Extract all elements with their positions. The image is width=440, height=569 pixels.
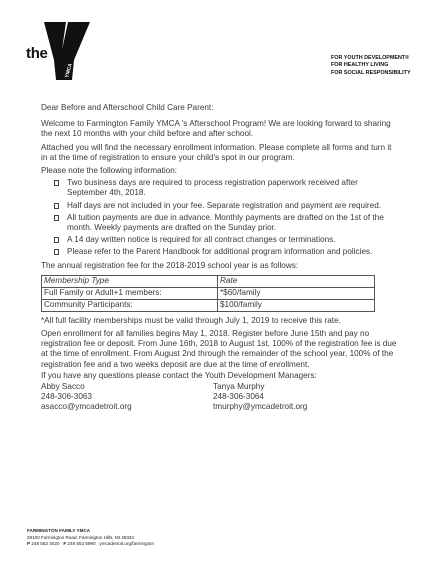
checkbox-bullet-icon — [54, 249, 59, 255]
note-heading: Please note the following information: — [41, 166, 178, 176]
table-cell: Community Participants: — [42, 299, 218, 311]
fax-label: F — [63, 541, 67, 547]
tagline — [331, 55, 411, 77]
table-cell: Full Family or Adult+1 members: — [42, 287, 218, 299]
contacts — [41, 382, 397, 413]
footer-website: ymcadetroit.org/farmington — [99, 541, 154, 547]
footer-contact-line — [27, 541, 154, 548]
enrollment-paragraph: Open enrollment for all families begins May 1, 2018. Register before June 15th and pay no registration fee or deposit. From June 16th, 2018 to August 1st, 100% of the registration fee is due at the time of enrollment. From August 2nd through the remainder of the school year, 100% of the registration fee and a two weeks deposit are due at the time of enrollment. — [41, 329, 397, 369]
table-cell: *$60/family — [218, 287, 375, 299]
list-item-text: All tuition payments are due in advance. Monthly payments are drafted on the 1st of the month. Weekly payments are drafted on the Sunday prior. — [67, 212, 384, 233]
intro-paragraph: Welcome to Farmington Family YMCA 's Afterschool Program! We are looking forward to sharing the next 10 months with your child before and after school. — [41, 119, 391, 139]
letter-body — [41, 103, 397, 413]
checkbox-bullet-icon — [54, 203, 59, 209]
list-item-text: Please refer to the Parent Handbook for additional program information and policies. — [67, 247, 373, 257]
footer-org: FARMINGTON FAMILY YMCA — [27, 528, 91, 533]
phone-label: P — [27, 541, 31, 547]
checkbox-bullet-icon — [54, 215, 59, 221]
table-row — [42, 287, 375, 299]
letterhead — [0, 0, 440, 95]
contact-email: asacco@ymcadetroit.org — [41, 402, 132, 412]
contact-email: tmurphy@ymcadetroit.org — [213, 402, 308, 412]
list-item-text: Two business days are required to process registration paperwork received after September 4th, 2018. — [67, 178, 358, 198]
footer-phone: 248 553 4020 — [31, 541, 60, 547]
list-item — [41, 178, 397, 198]
questions-paragraph: If you have any questions please contact the Youth Development Managers: — [41, 370, 317, 380]
list-item-text: A 14 day written notice is required for all contract changes or terminations. — [67, 235, 336, 245]
list-item — [41, 201, 397, 211]
contact-phone: 248-306-3064 — [213, 392, 264, 402]
contact-phone: 248-306-3063 — [41, 392, 92, 402]
fee-intro: The annual registration fee for the 2018-2019 school year is as follows: — [41, 260, 299, 270]
column-header: Rate — [218, 275, 375, 287]
table-row — [42, 299, 375, 311]
info-list — [41, 178, 397, 257]
attached-paragraph: Attached you will find the necessary enrollment information. Please complete all forms and turn it in at the time of registration to ensure your child's spot in our program. — [41, 142, 392, 162]
fee-table — [41, 275, 375, 312]
contact-card — [213, 382, 385, 413]
list-item — [41, 235, 397, 245]
footer-address: 28100 Farmington Road, Farmington Hills, MI 48334 — [27, 534, 134, 540]
logo-wordmark: the — [26, 45, 48, 62]
table-cell: $100/family — [218, 299, 375, 311]
tagline-line: FOR SOCIAL RESPONSIBILITY — [331, 69, 411, 76]
contact-name: Tanya Murphy — [213, 382, 265, 392]
list-item — [41, 247, 397, 257]
list-item-text: Half days are not included in your fee. Separate registration and payment are required. — [67, 200, 382, 210]
contact-card — [41, 382, 213, 413]
footer — [27, 528, 154, 548]
footer-fax: 248 553 5990 — [67, 541, 96, 547]
checkbox-bullet-icon — [54, 180, 59, 186]
logo-badge: YMCA — [64, 62, 74, 79]
fee-note: *All full facility memberships must be valid through July 1, 2019 to receive this rate. — [41, 315, 341, 325]
contact-name: Abby Sacco — [41, 382, 85, 392]
checkbox-bullet-icon — [54, 237, 59, 243]
salutation: Dear Before and Afterschool Child Care Parent: — [41, 103, 214, 112]
column-header: Membership Type — [42, 275, 218, 287]
list-item — [41, 213, 397, 233]
tagline-line: FOR HEALTHY LIVING — [331, 62, 389, 69]
tagline-line: FOR YOUTH DEVELOPMENT® — [331, 55, 410, 61]
table-header-row — [42, 275, 375, 287]
